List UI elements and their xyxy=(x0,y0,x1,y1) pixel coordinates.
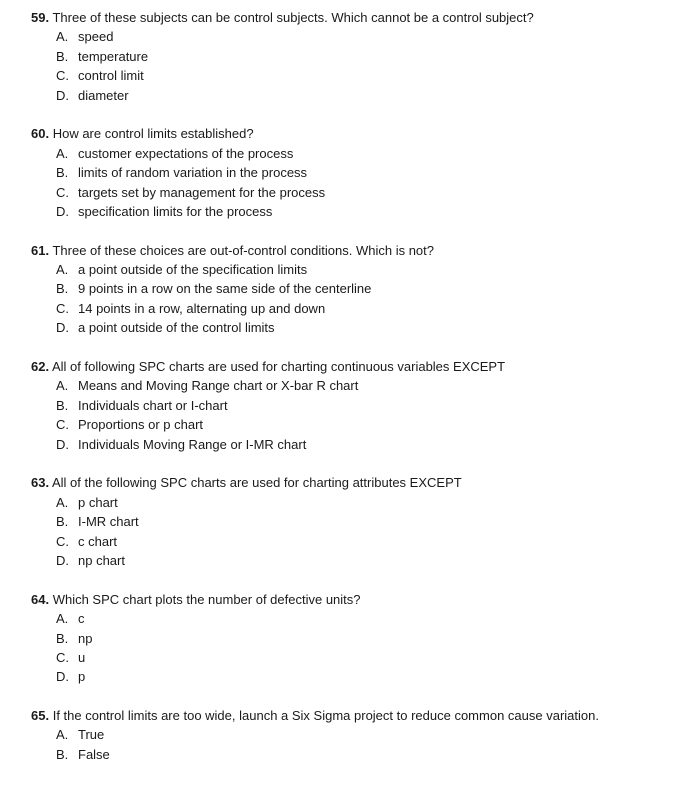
answer-option[interactable] xyxy=(31,725,661,744)
answer-option[interactable] xyxy=(31,532,661,551)
option-letter: D. xyxy=(56,203,69,219)
question-60 xyxy=(31,124,661,221)
spacer xyxy=(31,454,661,473)
option-text: True xyxy=(78,727,105,743)
option-letter: C. xyxy=(56,649,69,665)
option-text: limits of random variation in the process xyxy=(78,165,308,181)
option-letter: C. xyxy=(56,533,69,549)
option-letter: B. xyxy=(56,48,69,64)
option-text: Individuals chart or I-chart xyxy=(78,397,228,413)
answer-option[interactable] xyxy=(31,27,661,46)
question-63 xyxy=(31,473,661,570)
option-text: diameter xyxy=(78,87,129,103)
question-prompt xyxy=(31,473,661,492)
option-text: targets set by management for the process xyxy=(78,184,326,200)
answer-option[interactable] xyxy=(31,86,661,105)
question-text: All of the following SPC charts are used for charting attributes EXCEPT xyxy=(51,475,462,491)
option-text: np chart xyxy=(78,552,125,568)
answer-option[interactable] xyxy=(31,318,661,337)
option-letter: D. xyxy=(56,87,69,103)
answer-options xyxy=(31,260,661,338)
question-prompt xyxy=(31,706,661,725)
answer-option[interactable] xyxy=(31,144,661,163)
answer-option[interactable] xyxy=(31,183,661,202)
question-text: Which SPC chart plots the number of defective units? xyxy=(52,591,361,607)
question-prompt xyxy=(31,590,661,609)
option-letter: B. xyxy=(56,514,69,530)
question-text: How are control limits established? xyxy=(52,126,254,142)
option-text: Proportions or p chart xyxy=(78,417,204,433)
option-text: p xyxy=(78,669,86,685)
answer-option[interactable] xyxy=(31,512,661,531)
answer-option[interactable] xyxy=(31,279,661,298)
option-text: c chart xyxy=(78,533,118,549)
spacer xyxy=(31,687,661,706)
answer-option[interactable] xyxy=(31,435,661,454)
option-letter: A. xyxy=(56,611,69,627)
option-letter: B. xyxy=(56,397,69,413)
question-number: 60. xyxy=(31,126,50,142)
question-62 xyxy=(31,357,661,454)
answer-option[interactable] xyxy=(31,745,661,764)
option-text: np xyxy=(78,630,93,646)
answer-option[interactable] xyxy=(31,299,661,318)
option-text: specification limits for the process xyxy=(78,203,273,219)
question-text: Three of these choices are out-of-control conditions. Which is not? xyxy=(52,242,434,258)
question-number: 59. xyxy=(31,10,50,25)
question-59 xyxy=(31,8,661,105)
option-text: I-MR chart xyxy=(78,514,139,530)
option-letter: B. xyxy=(56,746,69,762)
option-letter: A. xyxy=(56,262,69,278)
question-65 xyxy=(31,706,661,764)
option-letter: A. xyxy=(56,494,69,510)
answer-option[interactable] xyxy=(31,629,661,648)
answer-option[interactable] xyxy=(31,551,661,570)
answer-option[interactable] xyxy=(31,415,661,434)
option-letter: C. xyxy=(56,184,69,200)
option-letter: D. xyxy=(56,669,69,685)
question-number: 65. xyxy=(31,708,50,724)
option-text: False xyxy=(78,746,110,762)
answer-options xyxy=(31,144,661,222)
answer-option[interactable] xyxy=(31,202,661,221)
answer-option[interactable] xyxy=(31,163,661,182)
option-letter: D. xyxy=(56,436,69,452)
question-64 xyxy=(31,590,661,687)
option-letter: B. xyxy=(56,281,69,297)
option-text: temperature xyxy=(78,48,149,64)
question-prompt xyxy=(31,241,661,260)
answer-option[interactable] xyxy=(31,667,661,686)
option-letter: D. xyxy=(56,552,69,568)
question-text: All of following SPC charts are used for charting continuous variables EXCEPT xyxy=(51,359,506,375)
question-number: 62. xyxy=(31,359,50,375)
answer-options xyxy=(31,493,661,571)
option-letter: D. xyxy=(56,320,69,336)
option-text: u xyxy=(78,649,86,665)
option-letter: A. xyxy=(56,29,69,45)
option-text: a point outside of the specification limits xyxy=(78,262,308,278)
option-text: control limit xyxy=(78,68,144,84)
answer-option[interactable] xyxy=(31,260,661,279)
spacer xyxy=(31,570,661,589)
spacer xyxy=(31,338,661,357)
question-prompt xyxy=(31,8,661,27)
spacer xyxy=(31,221,661,240)
answer-option[interactable] xyxy=(31,396,661,415)
option-text: 14 points in a row, alternating up and down xyxy=(78,300,326,316)
option-text: p chart xyxy=(78,494,118,510)
option-letter: B. xyxy=(56,630,69,646)
answer-option[interactable] xyxy=(31,609,661,628)
option-text: Means and Moving Range chart or X-bar R chart xyxy=(78,378,359,394)
answer-option[interactable] xyxy=(31,376,661,395)
option-letter: B. xyxy=(56,165,69,181)
option-letter: A. xyxy=(56,145,69,161)
answer-option[interactable] xyxy=(31,648,661,667)
option-text: 9 points in a row on the same side of the centerline xyxy=(78,281,372,297)
answer-options xyxy=(31,376,661,454)
answer-option[interactable] xyxy=(31,66,661,85)
option-text: a point outside of the control limits xyxy=(78,320,275,336)
option-text: speed xyxy=(78,29,114,45)
question-number: 61. xyxy=(31,242,50,258)
question-number: 63. xyxy=(31,475,50,491)
option-text: customer expectations of the process xyxy=(78,145,294,161)
question-number: 64. xyxy=(31,591,50,607)
answer-options xyxy=(31,725,661,764)
answer-options xyxy=(31,27,661,105)
answer-options xyxy=(31,609,661,687)
answer-option[interactable] xyxy=(31,47,661,66)
option-letter: C. xyxy=(56,68,69,84)
question-text: If the control limits are too wide, launch a Six Sigma project to reduce common cause variation. xyxy=(52,708,599,724)
option-text: c xyxy=(78,611,85,627)
question-61 xyxy=(31,241,661,338)
option-text: Individuals Moving Range or I-MR chart xyxy=(78,436,307,452)
question-text: Three of these subjects can be control subjects. Which cannot be a control subject? xyxy=(52,10,534,25)
question-prompt xyxy=(31,357,661,376)
spacer xyxy=(31,105,661,124)
question-prompt xyxy=(31,124,661,143)
quiz-document xyxy=(31,8,661,764)
option-letter: C. xyxy=(56,417,69,433)
option-letter: A. xyxy=(56,378,69,394)
answer-option[interactable] xyxy=(31,493,661,512)
option-letter: A. xyxy=(56,727,69,743)
option-letter: C. xyxy=(56,300,69,316)
